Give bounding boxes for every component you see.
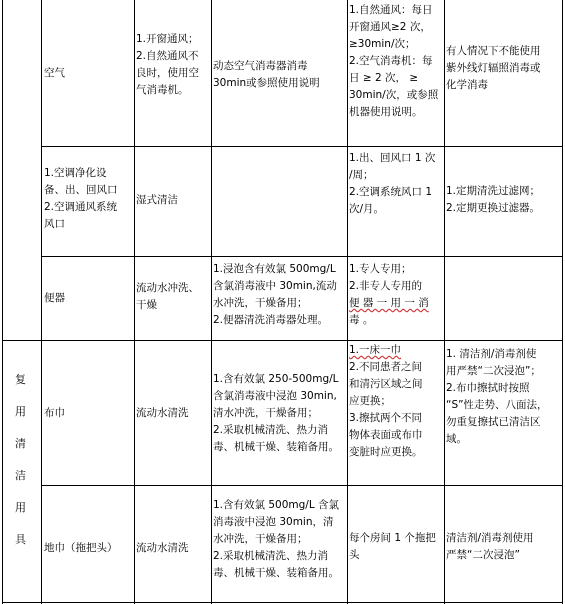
- grid-line: [562, 0, 563, 604]
- mop-frequency: 每个房间 1 个拖把 头: [349, 532, 436, 561]
- grid-line: [41, 485, 563, 486]
- grid-line: [211, 0, 212, 604]
- disinfection-table: 空气 1.开窗通风； 2.自然通风不 良时，使用空 气消毒机。 动态空气消毒器消毒 30min或参照使用说明 1.自然通风：每日 开窗通风≥2 次， ≥30min/次； 2.空气消毒机：每 日 ≥ 2 次， ≥ 30min/次，或参照 机器使用说明。 有人情况下不能使用 紫外线灯辐照消毒或 化学消毒 1.空调净化设 备、出、回风口 2.空调通风系统 风口 湿式清洁 1.出、回风口 1 次 /周； 2.空调系统风口 1 次/月。 1.定期清洗过滤网； 2.定期更换过滤器。 便器 流动水冲洗、 干燥 1.浸泡含有效氯 500mg/L 含氯消毒液中 30min,流动 水冲洗，干燥备用； 2.便器清洗消毒器处理。 1.专人专用； 2.非专人专用的 便 器 一 用 一 消 毒 。 复 用 清 洁 用 具 布巾 流动水清洗 1.含有效氯 250-500mg/L 含氯消毒液中浸泡 30min, 清水冲洗，干燥备用； 2.采取机械清洗、热力消 毒、机械干燥、装箱备用。 1.一床一巾 2.不同患者之间 和清污区域之间 应更换； 3.擦拭两个不同 物体表面或布巾 变脏时应更换。 1. 清洁剂/消毒剂使 用严禁“二次浸泡”； 2.布巾擦拭时按照 “S”性走势、八面法， 勿重复擦拭已清洁区 域。 地巾（拖把头） 流动水清洗 1.含有效氯 500mg/L 含氯 消毒液中浸泡 30min，清 水冲洗，干燥备用； 2.采取机械清洗、热力消 毒、机械干燥、装箱备用。 每个房间 1 个拖把 头 清洁剂/消毒剂使用 严禁“二次浸泡”: [0, 0, 565, 604]
- row-name-mop: 地巾（拖把头）: [44, 542, 118, 554]
- grid-line: [134, 0, 135, 604]
- grid-line: [444, 0, 445, 604]
- ac-frequency: 1.出、回风口 1 次 /周； 2.空调系统风口 1 次/月。: [349, 152, 436, 215]
- row-name-cloth: 布巾: [44, 407, 65, 419]
- grid-line: [2, 340, 563, 341]
- mop-method: 流动水清洗: [136, 542, 189, 554]
- air-notes: 有人情况下不能使用 紫外线灯辐照消毒或 化学消毒: [446, 45, 541, 91]
- grid-line: [41, 0, 42, 604]
- air-disinfect: 动态空气消毒器消毒 30min或参照使用说明: [213, 60, 320, 89]
- mop-disinfect: 1.含有效氯 500mg/L 含氯 消毒液中浸泡 30min，清 水冲洗，干燥备用； 2.采取机械清洗、热力消 毒、机械干燥、装箱备用。: [213, 499, 340, 579]
- row-name-ac: 1.空调净化设 备、出、回风口 2.空调通风系统 风口: [44, 167, 118, 230]
- grid-line: [2, 602, 563, 603]
- toilet-frequency: 1.专人专用； 2.非专人专用的 便 器 一 用 一 消 毒 。: [349, 263, 429, 326]
- row-name-air: 空气: [44, 67, 65, 79]
- toilet-method: 流动水冲洗、 干燥: [136, 282, 199, 311]
- row-name-toilet: 便器: [44, 292, 65, 304]
- cloth-method: 流动水清洗: [136, 407, 189, 419]
- air-method: 1.开窗通风； 2.自然通风不 良时，使用空 气消毒机。: [136, 33, 199, 96]
- toilet-disinfect: 1.浸泡含有效氯 500mg/L 含氯消毒液中 30min,流动 水冲洗，干燥备用； 2.便器清洗消毒器处理。: [213, 263, 337, 326]
- cloth-frequency: 1.一床一巾 2.不同患者之间 和清污区域之间 应更换； 3.擦拭两个不同 物体表面或布巾 变脏时应更换。: [349, 344, 423, 458]
- ac-notes: 1.定期清洗过滤网； 2.定期更换过滤器。: [446, 185, 541, 214]
- grid-line: [41, 146, 563, 147]
- mop-notes: 清洁剂/消毒剂使用 严禁“二次浸泡”: [446, 532, 534, 561]
- air-frequency: 1.自然通风：每日 开窗通风≥2 次， ≥30min/次； 2.空气消毒机：每 日 ≥ 2 次， ≥ 30min/次，或参照 机器使用说明。: [349, 4, 439, 118]
- grid-line: [347, 0, 348, 604]
- grid-line: [41, 256, 563, 257]
- cloth-disinfect: 1.含有效氯 250-500mg/L 含氯消毒液中浸泡 30min, 清水冲洗，干燥备用； 2.采取机械清洗、热力消 毒、机械干燥、装箱备用。: [213, 373, 339, 453]
- ac-method: 湿式清洁: [136, 194, 178, 206]
- cloth-notes: 1. 清洁剂/消毒剂使 用严禁“二次浸泡”； 2.布巾擦拭时按照 “S”性走势、八面法， 勿重复擦拭已清洁区 域。: [446, 348, 548, 445]
- grid-line: [2, 0, 3, 604]
